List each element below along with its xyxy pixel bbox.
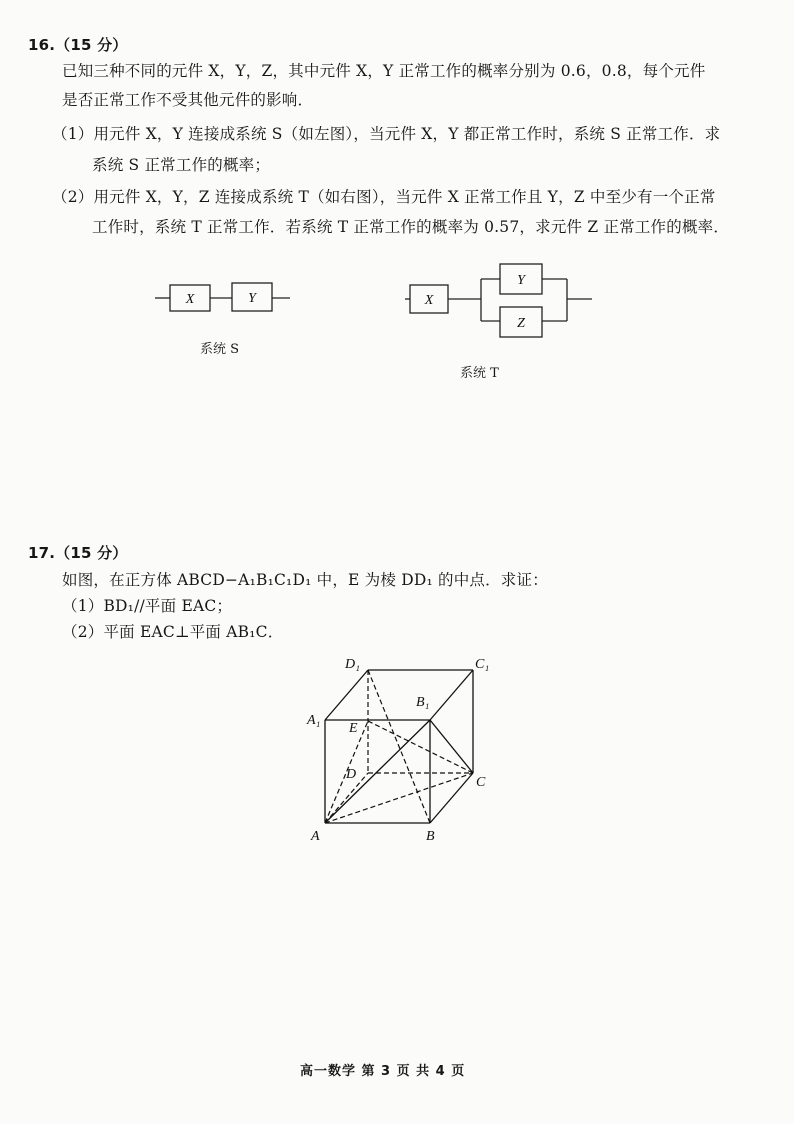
system-t-diagram — [395, 255, 600, 345]
q16-intro-line2: 是否正常工作不受其他元件的影响． — [62, 91, 314, 109]
q16-part1-line1: （1）用元件 X，Y 连接成系统 S（如左图），当元件 X，Y 都正常工作时，系统 S 正常工作．求 — [52, 125, 721, 143]
system-t-box-y-label: Y — [517, 273, 525, 288]
cube-label-b1: B₁ — [416, 695, 430, 710]
q16-header-text: 16.（15 分） — [28, 36, 128, 54]
cube-label-a: A — [311, 829, 320, 844]
system-s-box-x-label: X — [185, 292, 195, 307]
system-s-diagram — [150, 270, 300, 320]
q16-part1-line2: 系统 S 正常工作的概率； — [92, 156, 271, 174]
page-footer: 高一数学 第 3 页 共 4 页 — [300, 1064, 466, 1079]
q16-intro-line1: 已知三种不同的元件 X，Y，Z，其中元件 X，Y 正常工作的概率分别为 0.6，0.8，每个元件 — [62, 62, 706, 80]
system-t-box-x-label: X — [424, 293, 434, 308]
system-t-box-z-label: Z — [517, 316, 525, 331]
cube-label-c1: C₁ — [475, 657, 490, 672]
system-t-caption: 系统 T — [460, 366, 499, 381]
cube-label-b: B — [426, 829, 435, 844]
cube-label-d1: D₁ — [345, 657, 360, 672]
cube-label-a1: A₁ — [307, 713, 321, 728]
system-s-caption: 系统 S — [200, 342, 240, 357]
cube-diagram — [300, 648, 510, 848]
q16-part2-line1: （2）用元件 X，Y，Z 连接成系统 T（如右图），当元件 X 正常工作且 Y，Z 中至少有一个正常 — [52, 188, 716, 206]
q17-intro: 如图，在正方体 ABCD−A₁B₁C₁D₁ 中，E 为棱 DD₁ 的中点．求证： — [62, 571, 548, 589]
q17-part2: （2）平面 EAC⊥平面 AB₁C． — [62, 623, 284, 641]
cube-label-d: D — [346, 767, 357, 782]
q17-part1: （1）BD₁//平面 EAC； — [62, 597, 233, 615]
q16-header — [28, 34, 127, 55]
q17-header — [28, 542, 127, 563]
q17-header-text: 17.（15 分） — [28, 544, 128, 562]
q16-part2-line2: 工作时，系统 T 正常工作．若系统 T 正常工作的概率为 0.57，求元件 Z 正常工作的概率． — [92, 218, 730, 236]
system-s-box-y-label: Y — [248, 291, 256, 306]
cube-label-e: E — [349, 721, 358, 736]
cube-label-c: C — [476, 775, 486, 790]
